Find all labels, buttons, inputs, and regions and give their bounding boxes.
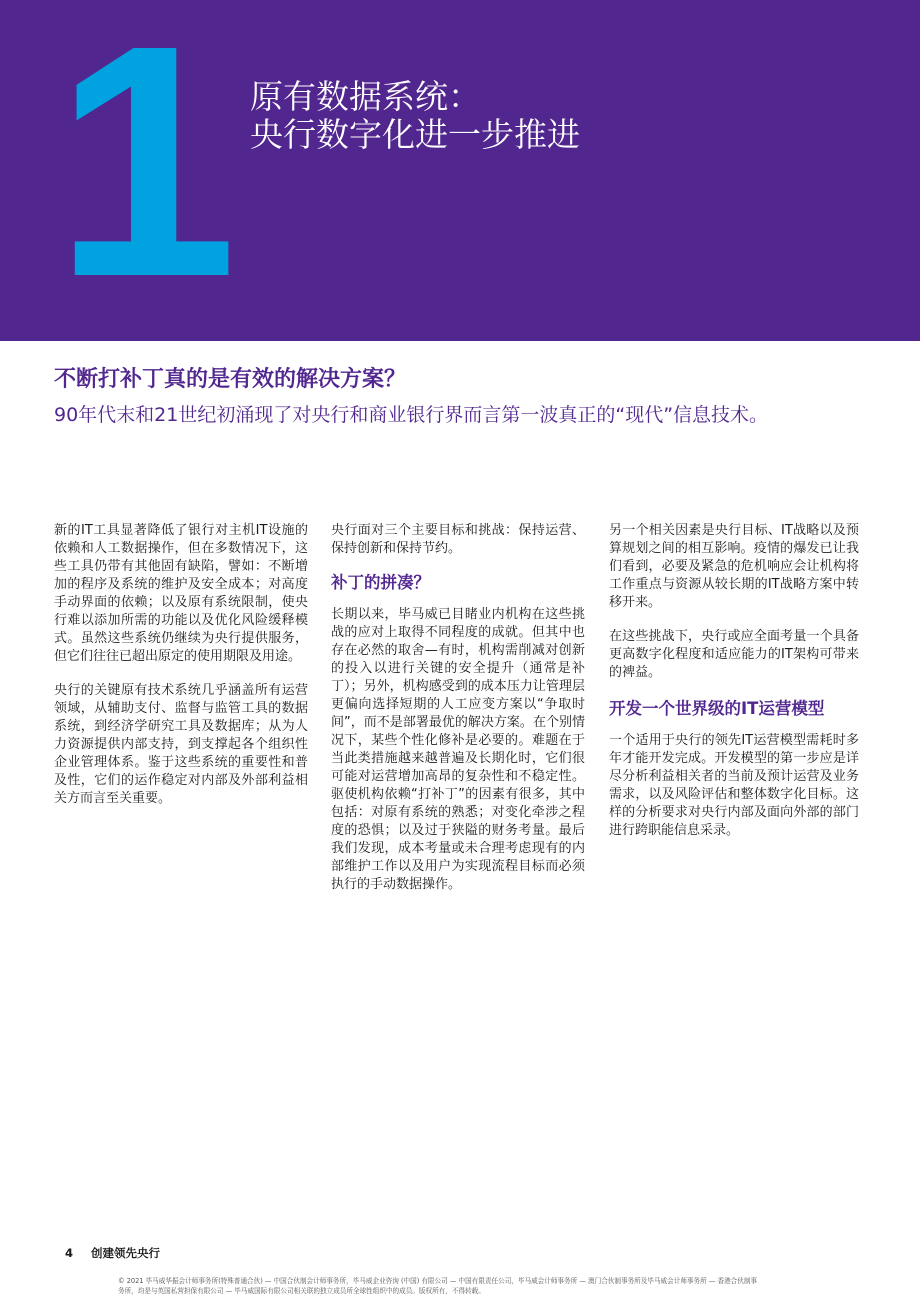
document-title: 创建领先央行 [91,1246,161,1260]
paragraph: 新的IT工具显著降低了银行对主机IT设施的依赖和人工数据操作，但在多数情况下，这些工具仍带有其他固有缺陷，譬如：不断增加的程序及系统的维护及安全成本；对高度手动界面的依赖；以及原有系统限制，使央行难以添加所需的功能以及优化风险缓释模式。虽然这些系统仍继续为央行提供服务，但它们往往已超出原定的使用期限及用途。 [54,523,308,664]
text-column-2 [331,522,585,910]
page-footer [65,1245,174,1261]
section-intro: 90年代末和21世纪初涌现了对央行和商业银行界而言第一波真正的“现代”信息技术。 [54,404,769,426]
chapter-banner [0,0,920,341]
chapter-title-line1: 原有数据系统： [250,77,481,116]
subheading-patchwork: 补丁的拼凑？ [331,573,430,592]
paragraph: 在这些挑战下，央行或应全面考量一个具备更高数字化程度和适应能力的IT架构可带来的裨益。 [609,629,859,680]
text-column-3 [609,522,859,856]
section-heading: 不断打补丁真的是有效的解决方案？ [54,367,407,392]
page-number: 4 [65,1246,74,1260]
paragraph: 央行面对三个主要目标和挑战：保持运营、保持创新和保持节约。 [331,523,585,556]
legal-notice: © 2021 毕马威华振会计师事务所(特殊普通合伙) — 中国合伙制会计师事务所，毕马威企业咨询 (中国) 有限公司 — 中国有限责任公司，毕马威会计师事务所 — 澳门合伙制事务所及毕马威会计师事务所 — 香港合伙制事务所，均是与英国私营担保有限公司 — 毕马威国际有限公司相关联的独立成员所全球性组织中的成员。版权所有，不得转载。 [118,1277,758,1295]
chapter-number: 1 [54,0,234,341]
subheading-it-operating-model: 开发一个世界级的IT运营模型 [609,699,825,718]
paragraph: 央行的关键原有技术系统几乎涵盖所有运营领域，从辅助支付、监督与监管工具的数据系统，到经济学研究工具及数据库；从为人力资源提供内部支持，到支撑起各个组织性企业管理体系。鉴于这些系统的重要性和普及性，它们的运作稳定对内部及外部利益相关方而言至关重要。 [54,683,308,806]
text-column-1 [54,522,308,824]
paragraph: 一个适用于央行的领先IT运营模型需耗时多年才能开发完成。开发模型的第一步应是详尽分析利益相关者的当前及预计运营及业务需求，以及风险评估和整体数字化目标。这样的分析要求对央行内部及面向外部的部门进行跨职能信息采录。 [609,733,859,838]
chapter-title [250,78,580,154]
paragraph: 长期以来，毕马威已目睹业内机构在这些挑战的应对上取得不同程度的成就。但其中也存在必然的取舍—有时，机构需削减对创新的投入以进行关键的安全提升（通常是补丁）；另外，机构感受到的成本压力让管理层更偏向选择短期的人工应变方案以“争取时间”，而不是部署最优的解决方案。在个别情况下，某些个性化修补是必要的。难题在于当此类措施越来越普遍及长期化时，它们很可能对运营增加高昂的复杂性和不稳定性。驱使机构依赖“打补丁”的因素有很多，其中包括：对原有系统的熟悉；对变化牵涉之程度的恐惧；以及过于狭隘的财务考量。最后我们发现，成本考量或未合理考虑现有的内部维护工作以及用户为实现流程目标而必须执行的手动数据操作。 [331,607,585,892]
chapter-title-line2: 央行数字化进一步推进 [250,115,580,154]
paragraph: 另一个相关因素是央行目标、IT战略以及预算规划之间的相互影响。疫情的爆发已让我们看到，必要及紧急的危机响应会让机构将工作重点与资源从较长期的IT战略方案中转移开来。 [609,523,859,610]
